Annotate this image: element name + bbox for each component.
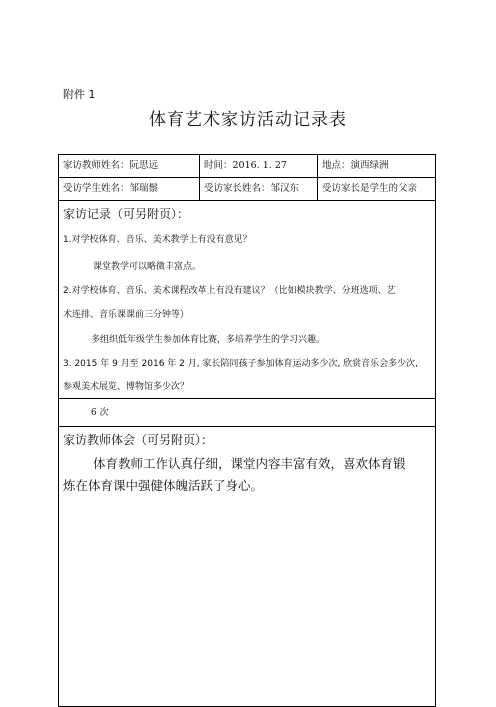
student-name-value: 邹瑞鬃: [129, 183, 159, 194]
answer-1-prefix: 课堂教学: [93, 262, 130, 272]
visit-time-cell: [200, 155, 318, 177]
attachment-label: 附件 1: [63, 88, 96, 101]
visit-place-label: 地点：: [322, 160, 351, 171]
reflection-line-2: 炼在体育课中强健体魄活跃了身心。: [63, 478, 264, 493]
teacher-time-place-row: [59, 155, 435, 178]
record-table: [58, 154, 436, 707]
student-parent-row: [59, 178, 435, 201]
visit-place-value: 演西绿洲: [350, 160, 389, 171]
relation-cell: [318, 178, 435, 200]
visit-time-label: 时间：: [204, 160, 233, 171]
answer-2: 多组织低年级学生参加体育比赛，多培养学生的学习兴趣。: [91, 335, 326, 345]
student-name-cell: [59, 178, 200, 200]
teacher-name-label: 家访教师姓名：: [63, 160, 130, 171]
reflection-line-1: 体育教师工作认真仔细，课堂内容丰富有效，喜欢体育锻: [93, 456, 406, 471]
parent-name-label: 受访家长姓名：: [204, 183, 271, 194]
teacher-name-value: 阮思远: [129, 160, 159, 171]
visit-time-value: 2016. 1. 27: [232, 160, 287, 171]
question-2-line-1: 2.对学校体育、音乐、美术课程改革上有没有建议？（比如模块教学、分班选项、艺: [63, 286, 396, 296]
visit-record-heading: 家访记录（可另附页）：: [63, 207, 190, 221]
visit-place-cell: [318, 155, 435, 177]
teacher-reflection-section: [59, 427, 435, 706]
question-3-line-1: 3. 2015 年 9 月至 2016 年 2 月, 家长陪同孩子参加体育运动多少次, 欣赏音乐会多少次,: [63, 359, 419, 369]
answer-3: 6 次: [91, 408, 109, 418]
student-name-label: 受访学生姓名：: [63, 183, 130, 194]
parent-name-cell: [200, 178, 318, 200]
answer-3-band: [59, 399, 435, 427]
question-2-line-2: 术连排、音乐课课前三分钟等）: [63, 310, 190, 320]
question-1: 1.对学校体育、音乐、美术教学上有没有意见？: [63, 235, 252, 245]
question-3-line-2: 参观美术展览、博物馆多少次？: [63, 382, 190, 392]
answer-1: [93, 259, 201, 272]
form-title: 体育艺术家访活动记录表: [149, 110, 347, 130]
answer-1-rest: 可以略微丰富点。: [129, 262, 202, 272]
teacher-name-cell: [59, 155, 200, 177]
visit-record-section: [59, 201, 435, 399]
relation-label: 受访家长是学生的: [322, 183, 399, 194]
relation-value: 父亲: [398, 183, 418, 194]
reflection-heading: 家访教师体会（可另附页）：: [63, 433, 214, 447]
parent-name-value: 邹汉东: [270, 183, 300, 194]
